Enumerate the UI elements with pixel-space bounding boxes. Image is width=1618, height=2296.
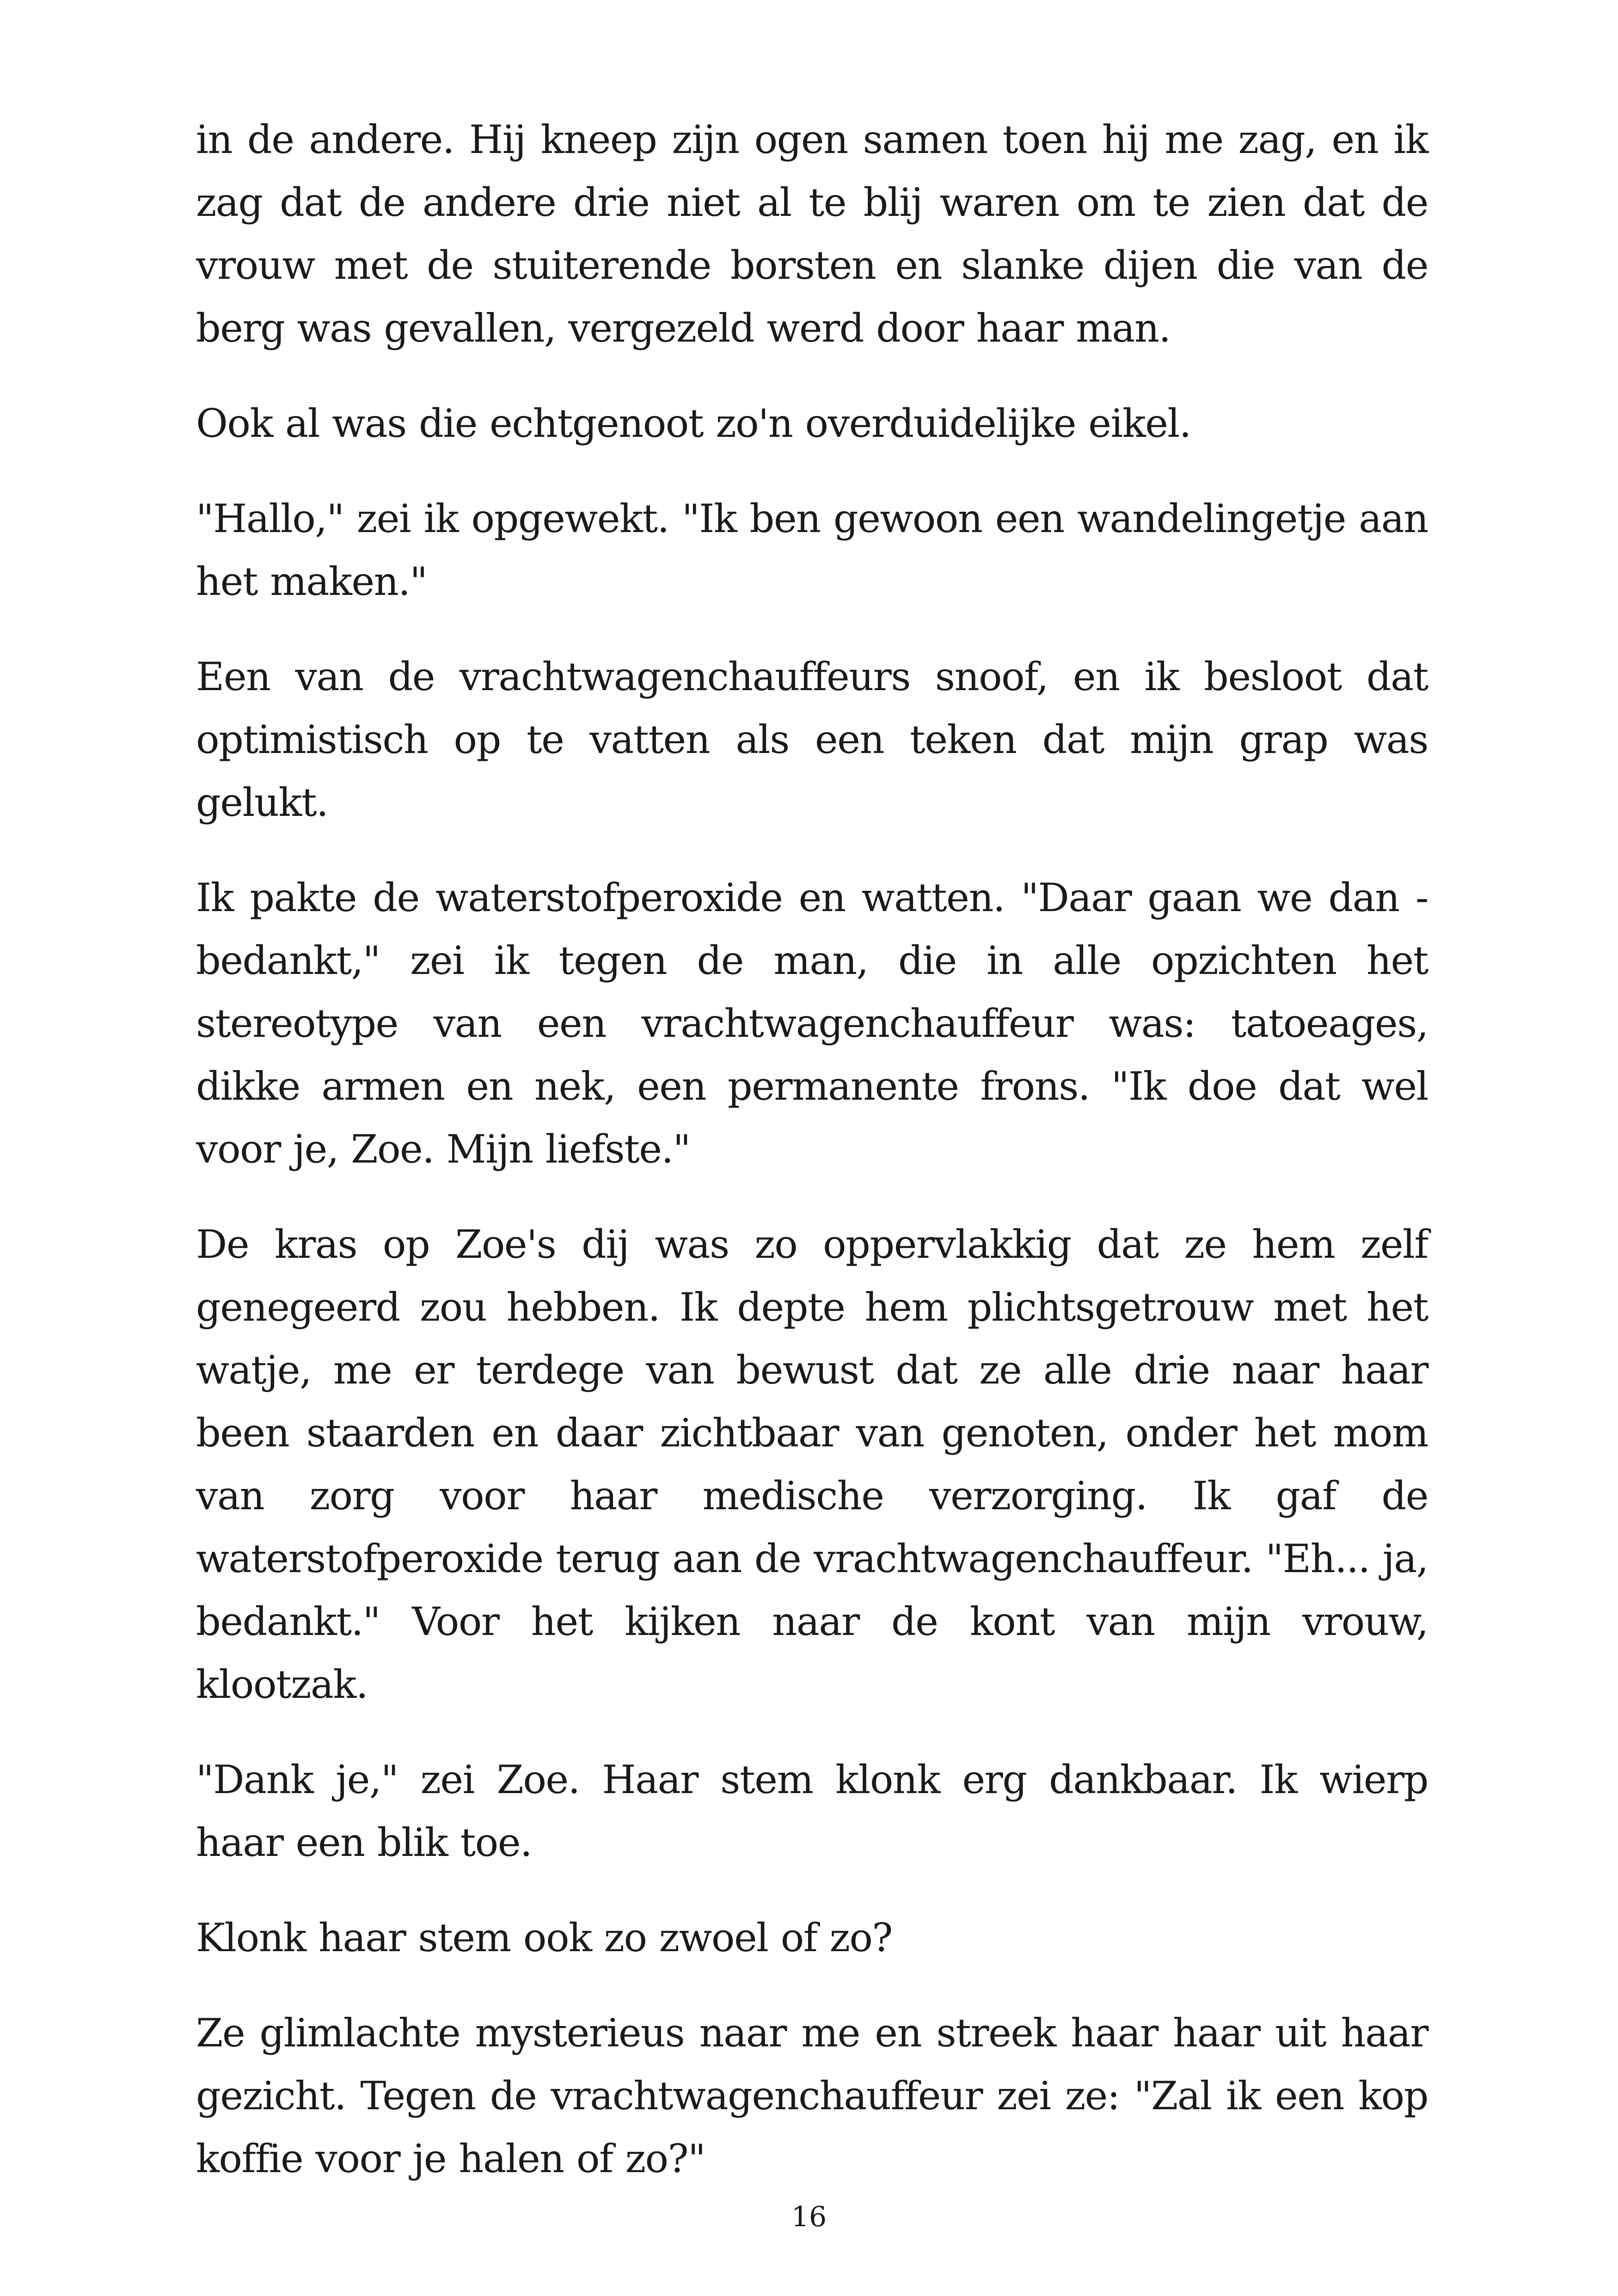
paragraph: Ook al was die echtgenoot zo'n overduidelijke eikel. bbox=[196, 401, 1191, 446]
paragraph: "Hallo," zei ik opgewekt. "Ik ben gewoon een wandelingetje aan het maken." bbox=[196, 496, 1428, 604]
paragraph: Een van de vrachtwagenchauffeurs snoof, en ik besloot dat optimistisch op te vatten als een teken dat mijn grap was gelukt. bbox=[196, 654, 1428, 825]
paragraph: Klonk haar stem ook zo zwoel of zo? bbox=[196, 1915, 892, 1960]
page-number: 16 bbox=[791, 2201, 827, 2233]
paragraph: Ze glimlachte mysterieus naar me en streek haar haar uit haar gezicht. Tegen de vrachtwagenchauffeur zei ze: "Zal ik een kop koffie voor je halen of zo?" bbox=[196, 2010, 1428, 2181]
paragraph: Ik pakte de waterstofperoxide en watten. "Daar gaan we dan - bedankt," zei ik tegen de man, die in alle opzichten het stereotype van een vrachtwagenchauffeur was: tatoeages, dikke armen en nek, een permanente frons. "Ik doe dat wel voor je, Zoe. Mijn liefste." bbox=[196, 875, 1428, 1172]
paragraph: in de andere. Hij kneep zijn ogen samen toen hij me zag, en ik zag dat de andere drie niet al te blij waren om te zien dat de vrouw met de stuiterende borsten en slanke dijen die van de berg was gevallen, vergezeld werd door haar man. bbox=[196, 117, 1428, 351]
paragraph: De kras op Zoe's dij was zo oppervlakkig dat ze hem zelf genegeerd zou hebben. Ik depte hem plichtsgetrouw met het watje, me er terdege van bewust dat ze alle drie naar haar been staarden en daar zichtbaar van genoten, onder het mom van zorg voor haar medische verzorging. Ik gaf de waterstofperoxide terug aan de vrachtwagenchauffeur. "Eh... ja, bedankt." Voor het kijken naar de kont van mijn vrouw, klootzak. bbox=[196, 1222, 1428, 1707]
paragraph: "Dank je," zei Zoe. Haar stem klonk erg dankbaar. Ik wierp haar een blik toe. bbox=[196, 1757, 1428, 1865]
body-text bbox=[196, 108, 1428, 2223]
